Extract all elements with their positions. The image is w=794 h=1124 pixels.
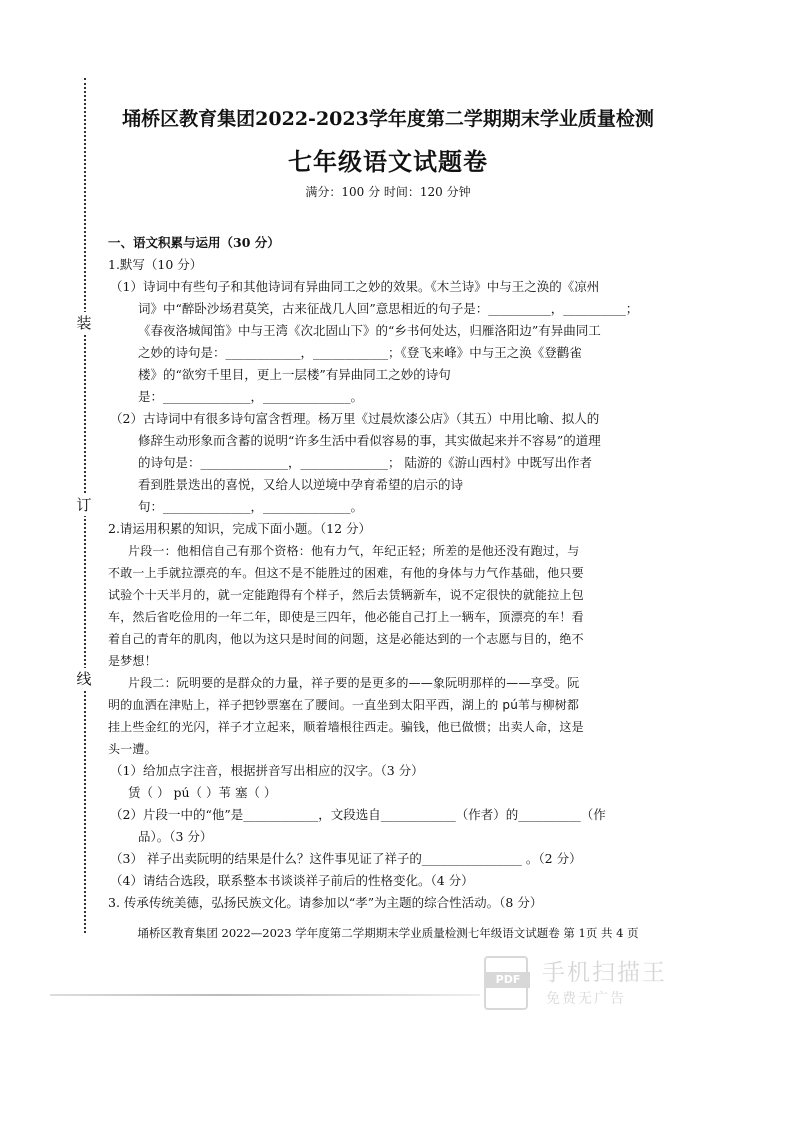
q1-line: 是：______________，______________。 bbox=[138, 389, 364, 404]
passage-1-line: 试验个十天半月的，就一定能跑得有个样子，然后去赁辆新车，说不定很快的就能拉上包 bbox=[108, 588, 584, 602]
q1-line: 词》中“醉卧沙场君莫笑，古来征战几人回”意思相近的句子是：__________，__________； bbox=[138, 301, 639, 316]
passage-2-line: 明的血洒在津贴上，祥子把钞票塞在了腰间。一直坐到太阳平西，湖上的 pú苇与柳树都 bbox=[108, 698, 580, 712]
watermark-app-name: 手机扫描王 bbox=[542, 960, 667, 986]
exam-meta: 满分：100 分 时间：120 分钟 bbox=[305, 185, 471, 199]
passage-1-line: 不敢一上手就拉漂亮的车。但这不是不能胜过的困难，有他的身体与力气作基础，他只要 bbox=[108, 566, 584, 580]
q2-subquestion: （1）给加点字注音，根据拼音写出相应的汉字。（3 分） bbox=[110, 763, 424, 778]
q1-line: 楼》的“欲穷千里目，更上一层楼”有异曲同工之妙的诗句 bbox=[138, 367, 451, 382]
exam-content bbox=[108, 232, 668, 914]
q1-line: 之妙的诗句是：____________，____________；《登飞来峰》中与王之涣《登鹳雀 bbox=[138, 345, 582, 360]
passage-1-line: 是梦想！ bbox=[108, 654, 157, 668]
question-2-heading: 2.请运用积累的知识，完成下面小题。（12 分） bbox=[108, 521, 372, 536]
q1-line: （2）古诗词中有很多诗句富含哲理。杨万里《过晨炊漆公店》（其五）中用比喻、拟人的 bbox=[110, 411, 600, 426]
q2-subquestion: 品）。（3 分） bbox=[138, 829, 213, 844]
binding-char-xian: 线 bbox=[73, 668, 95, 690]
question-1-heading: 1.默写（10 分） bbox=[108, 257, 203, 272]
binding-char-zhuang: 装 bbox=[73, 312, 95, 334]
scan-artifact-line bbox=[50, 994, 480, 996]
question-3-heading: 3. 传承传统美德，弘扬民族文化。请参加以“孝”为主题的综合性活动。（8 分） bbox=[108, 895, 543, 910]
q2-subquestion: 赁（ ） pú（ ）苇 塞（ ） bbox=[128, 785, 277, 800]
passage-2-line: 挂上些金红的光闪，祥子才立起来，顺着墙根往西走。骗钱，他已做惯；出卖人命，这是 bbox=[108, 720, 584, 734]
exam-header-title: 埇桥区教育集团2022-2023学年度第二学期期末学业质量检测 bbox=[122, 108, 654, 130]
passage-1-line: 着自己的青年的肌肉，他以为这只是时间的问题，这是必能达到的一个志愿与目的，绝不 bbox=[108, 632, 584, 646]
q1-line: 看到胜景迭出的喜悦，又给人以逆境中孕育希望的启示的诗 bbox=[138, 477, 464, 492]
q1-line: 修辞生动形象而含蓄的说明“许多生活中看似容易的事，其实做起来并不容易”的道理 bbox=[138, 433, 601, 448]
page-footer: 埇桥区教育集团 2022—2023 学年度第二学期期末学业质量检测七年级语文试题卷 第 1页 共 4 页 bbox=[137, 926, 639, 940]
q2-subquestion: （4）请结合选段，联系整本书谈谈祥子前后的性格变化。（4 分） bbox=[110, 873, 474, 888]
exam-subtitle: 七年级语文试题卷 bbox=[288, 147, 488, 176]
q1-line: （1）诗词中有些句子和其他诗词有异曲同工之妙的效果。《木兰诗》中与王之涣的《凉州 bbox=[110, 279, 600, 294]
passage-2-line: 片段二：阮明要的是群众的力量，祥子要的是更多的——象阮明那样的——享受。阮 bbox=[128, 676, 580, 690]
passage-1-line: 片段一：他相信自己有那个资格：他有力气，年纪正轻；所差的是他还没有跑过，与 bbox=[128, 544, 580, 558]
q1-line: 句：______________，______________。 bbox=[138, 499, 364, 514]
q2-subquestion: （2）片段一中的“他”是____________，文段选自____________（作者）的__________（作 bbox=[110, 807, 606, 822]
pdf-file-icon bbox=[484, 956, 528, 1010]
pdf-icon-label: PDF bbox=[486, 972, 530, 988]
q1-line: 《春夜洛城闻笛》中与王湾《次北固山下》的“乡书何处达，归雁洛阳边”有异曲同工 bbox=[138, 323, 601, 338]
q2-subquestion: （3） 祥子出卖阮明的结果是什么？这件事见证了祥子的________________ 。（2 分） bbox=[110, 851, 582, 866]
binding-char-ding: 订 bbox=[73, 494, 95, 516]
section-heading: 一、语文积累与运用（30 分） bbox=[108, 235, 280, 250]
watermark-tagline: 免费无广告 bbox=[546, 991, 626, 1007]
q1-line: 的诗句是：______________，______________； 陆游的《游山西村》中既写出作者 bbox=[138, 455, 592, 470]
passage-1-line: 车，然后省吃俭用的一年二年，即使是三四年，他必能自己打上一辆车，顶漂亮的车！看 bbox=[108, 610, 584, 624]
scanner-watermark bbox=[484, 952, 684, 1016]
passage-2-line: 头一遭。 bbox=[108, 742, 157, 756]
